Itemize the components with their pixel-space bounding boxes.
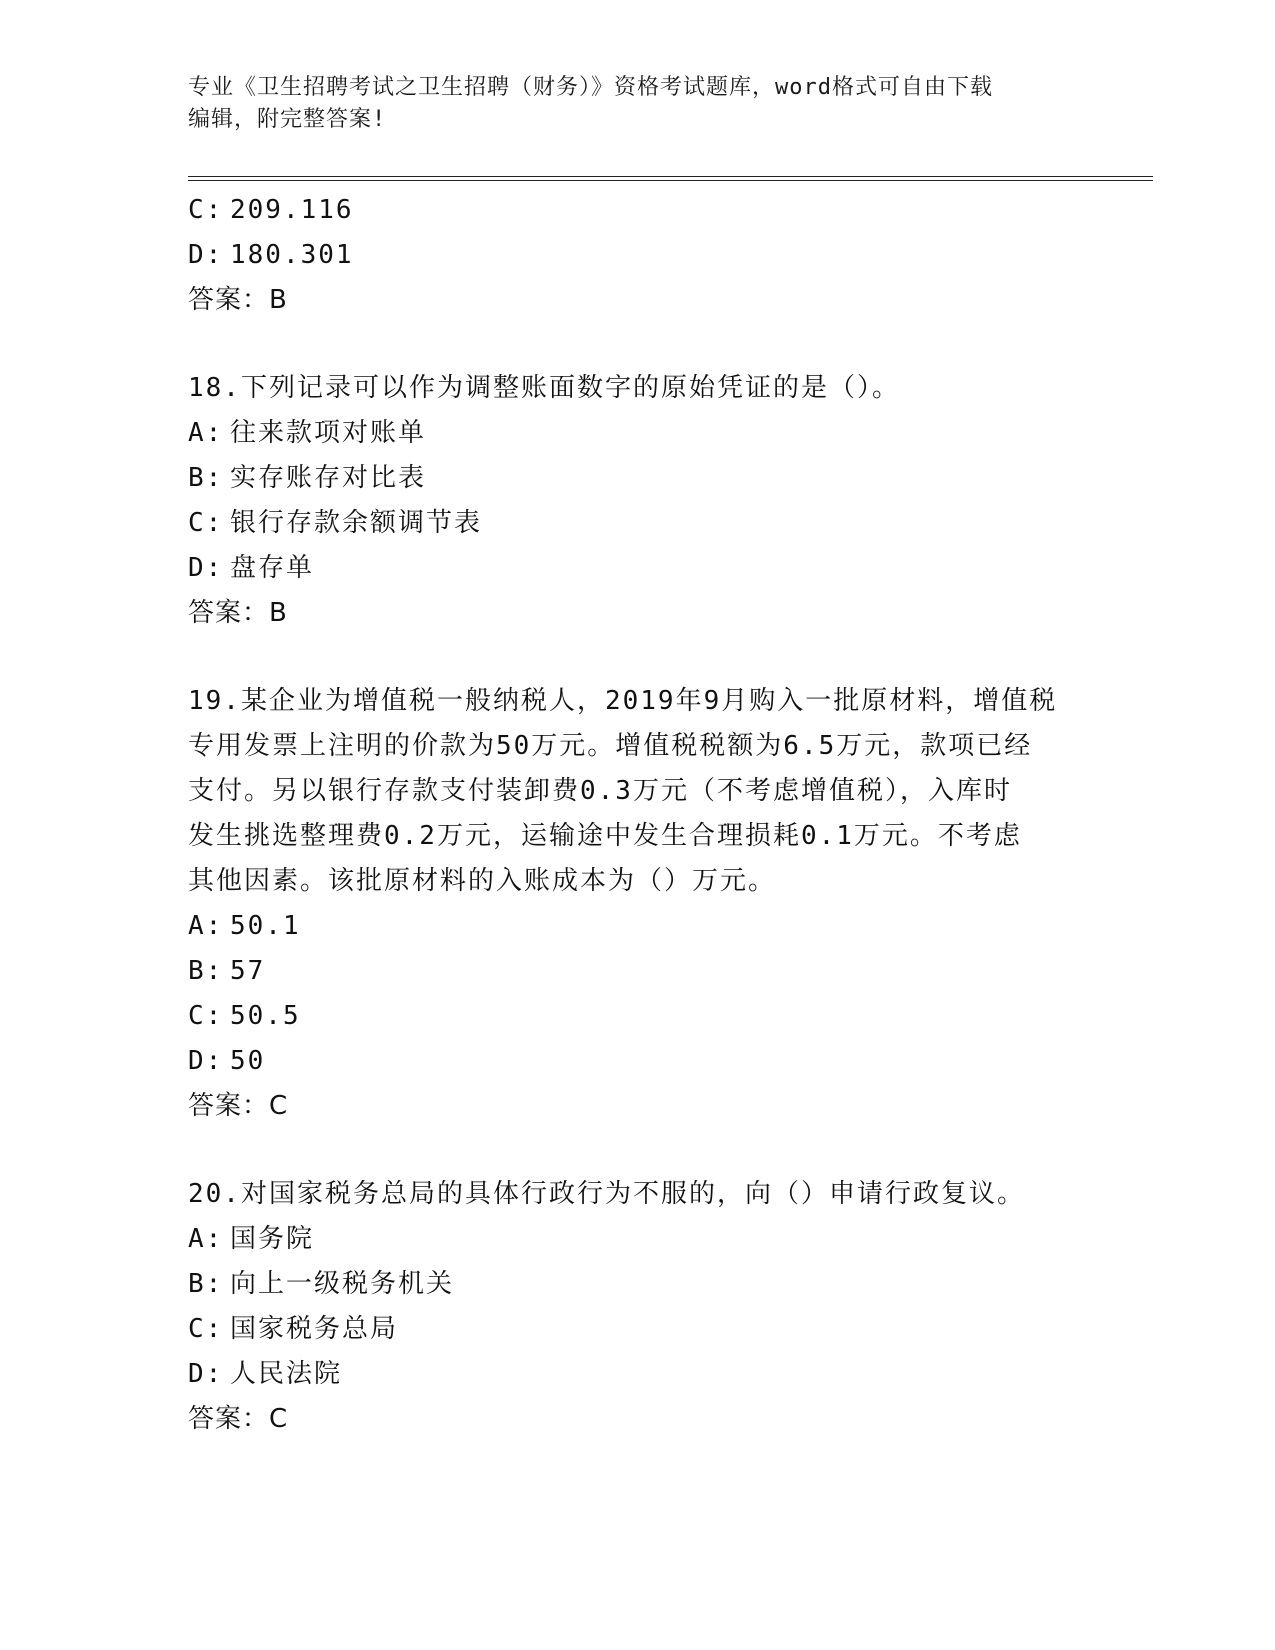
option-label: C: <box>188 195 224 225</box>
question-20 <box>188 1172 1088 1442</box>
option-label: D: <box>188 553 224 583</box>
question-17-continued <box>188 188 1088 323</box>
option-a <box>188 904 1088 949</box>
option-text: 实存账存对比表 <box>230 463 427 493</box>
option-text: 盘存单 <box>230 553 315 583</box>
option-label: A: <box>188 1224 224 1254</box>
option-d <box>188 1039 1088 1084</box>
option-d <box>188 233 1088 278</box>
question-18 <box>188 366 1088 636</box>
option-a <box>188 1217 1088 1262</box>
question-19 <box>188 679 1088 1129</box>
answer-17: 答案：B <box>188 285 288 315</box>
option-text: 180.301 <box>230 240 354 270</box>
option-label: D: <box>188 1359 224 1389</box>
option-label: B: <box>188 956 224 986</box>
option-d <box>188 546 1088 591</box>
option-label: D: <box>188 240 224 270</box>
document-header <box>188 72 1088 136</box>
option-text: 国家税务总局 <box>230 1314 399 1344</box>
question-stem-line: 专用发票上注明的价款为50万元。增值税税额为6.5万元，款项已经 <box>188 731 1033 761</box>
option-text: 50.5 <box>230 1001 301 1031</box>
option-label: A: <box>188 911 224 941</box>
option-c <box>188 1307 1088 1352</box>
question-list <box>188 188 1088 1442</box>
option-b <box>188 1262 1088 1307</box>
option-label: B: <box>188 1269 224 1299</box>
option-label: A: <box>188 418 224 448</box>
option-c <box>188 501 1088 546</box>
option-c <box>188 994 1088 1039</box>
answer-19: 答案：C <box>188 1091 289 1121</box>
option-c <box>188 188 1088 233</box>
option-b <box>188 949 1088 994</box>
question-stem <box>188 679 1088 904</box>
question-stem-line: 发生挑选整理费0.2万元，运输途中发生合理损耗0.1万元。不考虑 <box>188 821 1022 851</box>
option-label: B: <box>188 463 224 493</box>
header-line-1: 专业《卫生招聘考试之卫生招聘（财务）》资格考试题库，word格式可自由下载 <box>188 75 993 100</box>
question-stem-line: 19.某企业为增值税一般纳税人，2019年9月购入一批原材料，增值税 <box>188 686 1058 716</box>
option-text: 50 <box>230 1046 266 1076</box>
header-divider <box>188 176 1153 181</box>
option-d <box>188 1352 1088 1397</box>
option-text: 往来款项对账单 <box>230 418 427 448</box>
spacer <box>188 636 1088 679</box>
option-label: C: <box>188 508 224 538</box>
answer-18: 答案：B <box>188 598 288 628</box>
option-b <box>188 456 1088 501</box>
option-label: D: <box>188 1046 224 1076</box>
spacer <box>188 1129 1088 1172</box>
header-line-2: 编辑，附完整答案! <box>188 107 387 132</box>
option-label: C: <box>188 1314 224 1344</box>
question-stem: 18.下列记录可以作为调整账面数字的原始凭证的是（）。 <box>188 373 900 403</box>
option-label: C: <box>188 1001 224 1031</box>
question-stem-line: 支付。另以银行存款支付装卸费0.3万元（不考虑增值税），入库时 <box>188 776 1012 806</box>
option-text: 国务院 <box>230 1224 315 1254</box>
option-text: 57 <box>230 956 266 986</box>
answer-20: 答案：C <box>188 1404 289 1434</box>
option-text: 50.1 <box>230 911 301 941</box>
option-text: 人民法院 <box>230 1359 343 1389</box>
option-a <box>188 411 1088 456</box>
question-stem: 20.对国家税务总局的具体行政行为不服的，向（）申请行政复议。 <box>188 1179 1025 1209</box>
spacer <box>188 323 1088 366</box>
option-text: 银行存款余额调节表 <box>230 508 483 538</box>
option-text: 209.116 <box>230 195 354 225</box>
question-stem-line: 其他因素。该批原材料的入账成本为（）万元。 <box>188 866 777 896</box>
option-text: 向上一级税务机关 <box>230 1269 455 1299</box>
